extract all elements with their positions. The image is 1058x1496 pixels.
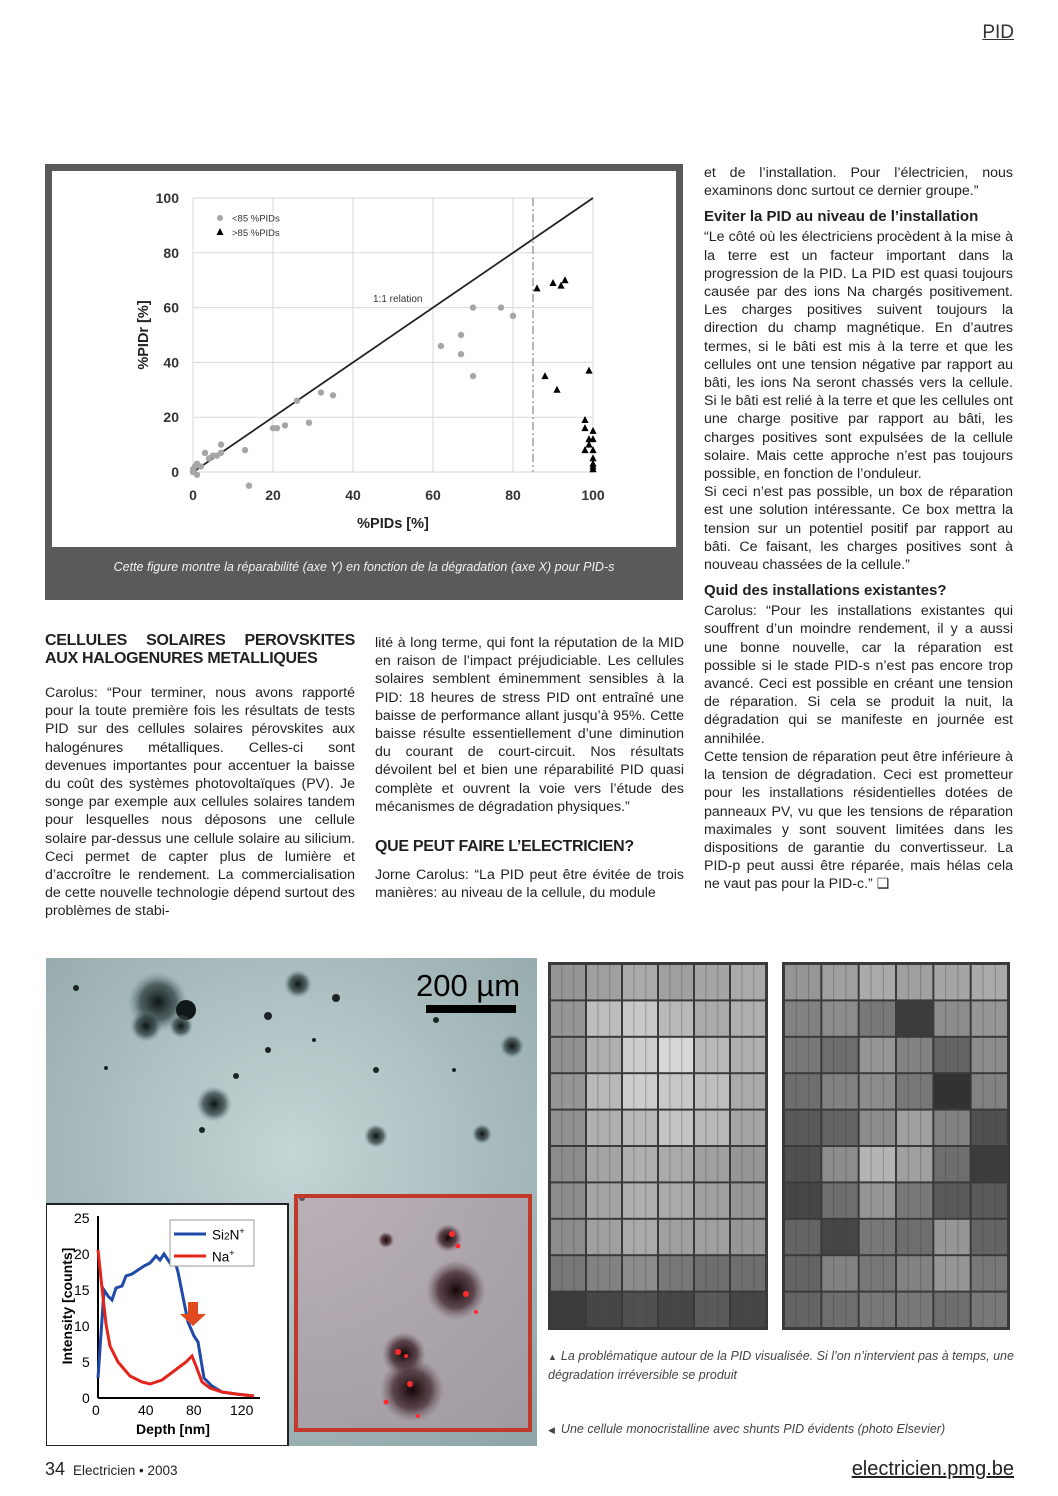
solar-cell bbox=[822, 1220, 857, 1254]
data-point-circle bbox=[458, 351, 464, 357]
data-point-circle bbox=[510, 313, 516, 319]
solar-cell bbox=[897, 1256, 932, 1290]
solar-cell bbox=[551, 1256, 585, 1290]
solar-cell bbox=[934, 1256, 969, 1290]
solar-cell bbox=[897, 1183, 932, 1217]
x-tick-label: 20 bbox=[265, 487, 281, 503]
y-axis-title: %PIDr [%] bbox=[136, 300, 152, 370]
solar-cell bbox=[860, 1220, 895, 1254]
solar-cell bbox=[972, 1293, 1007, 1327]
solar-cell bbox=[695, 1147, 729, 1181]
solar-cell bbox=[695, 1074, 729, 1108]
solar-cell bbox=[785, 1038, 820, 1072]
footer-page bbox=[45, 1459, 178, 1480]
solar-cell bbox=[972, 1220, 1007, 1254]
solar-cell bbox=[934, 1038, 969, 1072]
solar-cell bbox=[860, 1256, 895, 1290]
solar-cell bbox=[972, 1038, 1007, 1072]
solar-cell bbox=[972, 1111, 1007, 1145]
paragraph: “Le côté où les électriciens procèdent à la mise à la terre est un facteur important dans la progression de la PID. La PID est quasi toujours causée par des ions Na chargés positivement. Les charges positives suivent toujours la direction du champ magnétique. En d’autres termes, si le bâti est mis à la terre et que les cellules ont une tension négative par rapport au bâti, les ions Na seront chassés vers la cellule. Si le bâti est relié à la terre et que les cellules ont une charge positive par rapport au bâti, les charges positives sont expulsées de la cellule solaire. Mais cette approche n’est pas toujours possible, en fonction de l’onduleur. bbox=[704, 229, 1013, 483]
data-point-circle bbox=[194, 472, 200, 478]
solar-cell bbox=[972, 1001, 1007, 1035]
pv-module-images bbox=[544, 958, 1014, 1336]
data-point-triangle bbox=[581, 424, 588, 431]
solar-cell bbox=[659, 1001, 693, 1035]
solar-cell bbox=[587, 1256, 621, 1290]
data-point-circle bbox=[330, 392, 336, 398]
solar-cell bbox=[897, 1038, 932, 1072]
pv-module-el-image bbox=[544, 958, 1014, 1336]
solar-cell bbox=[659, 1074, 693, 1108]
data-point-circle bbox=[246, 483, 252, 489]
solar-cell bbox=[731, 965, 765, 999]
solar-cell bbox=[623, 1038, 657, 1072]
solar-cell bbox=[731, 1256, 765, 1290]
paragraph: lité à long terme, qui font la réputation de la MID en raison de l’impact préjudiciable. Les cellules solaires semblent éminemment sensibles à la PID: 18 heures de stress PID ont entraîné une baisse de performance allant jusqu’à 95%. Cette baisse résulte essentiellement d’une diminution du courant de court-circuit. Nos résultats dévoilent bel et bien une réparabilité PID quasi complète et ouvrent la voie vers l’étude des mécanismes de dégradation physiques.” bbox=[375, 635, 684, 815]
data-point-circle bbox=[470, 304, 476, 310]
legend-na: Na+ bbox=[212, 1248, 235, 1265]
caption-mono: ◀ Une cellule monocristalline avec shunts PID évidents (photo Elsevier) bbox=[548, 1422, 946, 1436]
solar-cell bbox=[785, 1074, 820, 1108]
data-point-triangle bbox=[561, 276, 568, 283]
solar-cell bbox=[731, 1220, 765, 1254]
solar-cell bbox=[785, 1220, 820, 1254]
solar-cell bbox=[822, 1074, 857, 1108]
solar-cell bbox=[659, 1147, 693, 1181]
data-point-circle bbox=[202, 450, 208, 456]
solar-cell bbox=[623, 1001, 657, 1035]
solar-cell bbox=[695, 1220, 729, 1254]
inset-ytick: 0 bbox=[82, 1390, 90, 1406]
one-to-one-line bbox=[193, 198, 593, 472]
y-tick-label: 20 bbox=[163, 409, 179, 426]
solar-cell bbox=[587, 1111, 621, 1145]
solar-cell bbox=[860, 1183, 895, 1217]
data-point-triangle bbox=[549, 279, 556, 286]
subheading-existing: Quid des installations existantes? bbox=[704, 582, 947, 600]
solar-cell bbox=[897, 1147, 932, 1181]
solar-cell bbox=[623, 1111, 657, 1145]
solar-cell bbox=[551, 1220, 585, 1254]
solar-cell bbox=[659, 1183, 693, 1217]
column-1 bbox=[45, 632, 355, 929]
solar-cell bbox=[623, 1256, 657, 1290]
solar-cell bbox=[695, 1038, 729, 1072]
solar-cell bbox=[659, 1256, 693, 1290]
highlight-region bbox=[296, 1196, 530, 1430]
data-point-triangle bbox=[533, 284, 540, 291]
solar-cell bbox=[972, 965, 1007, 999]
footer-url-link[interactable]: electricien.pmg.be bbox=[851, 1458, 1014, 1480]
solar-cell bbox=[822, 1293, 857, 1327]
solar-cell bbox=[587, 1183, 621, 1217]
solar-cell bbox=[822, 1001, 857, 1035]
solar-cell bbox=[860, 1293, 895, 1327]
solar-cell bbox=[934, 1183, 969, 1217]
paragraph: Carolus: “Pour les installations existantes qui souffrent d’un moindre rendement, il y a aussi une bonne nouvelle, car la réparation est possible si le stade PID-s n’est pas encore trop avancé. Ceci est possible en créant une tension de réparation. Si cela se produit la nuit, la dégradation qui se manifeste en journée est annihilée. bbox=[704, 603, 1013, 747]
solar-cell bbox=[822, 1038, 857, 1072]
annotation-1-1-relation: 1:1 relation bbox=[373, 294, 423, 306]
solar-cell bbox=[731, 1074, 765, 1108]
inset-xtick: 0 bbox=[92, 1402, 100, 1418]
solar-cell bbox=[659, 1220, 693, 1254]
caption-cells: ▲ La problématique autour de la PID visualisée. Si l’on n’intervient pas à temps, une dégradation irréversible se produit bbox=[548, 1349, 1014, 1382]
x-tick-label: 60 bbox=[425, 487, 441, 503]
solar-cell bbox=[587, 1074, 621, 1108]
solar-cell bbox=[785, 1293, 820, 1327]
figure-panel bbox=[45, 164, 683, 600]
data-point-circle bbox=[218, 450, 224, 456]
solar-cell bbox=[785, 1256, 820, 1290]
solar-cell bbox=[731, 1111, 765, 1145]
x-tick-label: 0 bbox=[189, 487, 197, 503]
solar-cell bbox=[731, 1001, 765, 1035]
data-point-triangle bbox=[589, 427, 596, 434]
solar-cell bbox=[860, 1074, 895, 1108]
solar-cell bbox=[587, 1038, 621, 1072]
column-3 bbox=[704, 164, 1013, 902]
solar-cell bbox=[785, 965, 820, 999]
data-point-triangle bbox=[585, 367, 592, 374]
inset-xtick: 80 bbox=[186, 1402, 202, 1418]
data-point-circle bbox=[198, 463, 204, 469]
solar-cell bbox=[972, 1074, 1007, 1108]
solar-cell bbox=[659, 1293, 693, 1327]
solar-cell bbox=[785, 1111, 820, 1145]
data-point-triangle bbox=[553, 386, 560, 393]
scatter-chart bbox=[52, 171, 676, 547]
data-point-circle bbox=[498, 304, 504, 310]
chart-area bbox=[52, 171, 676, 547]
solar-cell bbox=[860, 1038, 895, 1072]
x-tick-label: 100 bbox=[581, 487, 605, 503]
solar-cell bbox=[695, 965, 729, 999]
x-tick-label: 40 bbox=[345, 487, 361, 503]
inset-ytick: 5 bbox=[82, 1354, 90, 1370]
data-point-circle bbox=[282, 422, 288, 428]
heading-electricien: QUE PEUT FAIRE L’ELECTRICIEN? bbox=[375, 838, 634, 856]
solar-cell bbox=[731, 1183, 765, 1217]
solar-cell bbox=[551, 1183, 585, 1217]
solar-cell bbox=[934, 1293, 969, 1327]
publication-name: Electricien • 2003 bbox=[73, 1463, 178, 1478]
inset-xtick: 120 bbox=[230, 1402, 254, 1418]
solar-cell bbox=[587, 1147, 621, 1181]
inset-ytick: 10 bbox=[74, 1318, 90, 1334]
solar-cell bbox=[623, 1293, 657, 1327]
column-2 bbox=[375, 634, 684, 910]
paragraph: Jorne Carolus: “La PID peut être évitée de trois manières: au niveau de la cellule, du module bbox=[375, 867, 684, 902]
solar-cell bbox=[934, 1220, 969, 1254]
legend-triangle-marker bbox=[217, 228, 224, 235]
solar-cell bbox=[972, 1147, 1007, 1181]
solar-cell bbox=[659, 1038, 693, 1072]
solar-cell bbox=[551, 1001, 585, 1035]
solar-cell bbox=[972, 1183, 1007, 1217]
y-tick-label: 60 bbox=[163, 299, 179, 316]
solar-cell bbox=[587, 965, 621, 999]
solar-cell bbox=[972, 1256, 1007, 1290]
figure-caption: Cette figure montre la réparabilité (axe Y) en fonction de la dégradation (axe X) pour PID-s bbox=[113, 560, 615, 574]
solar-cell bbox=[785, 1147, 820, 1181]
microscope-image bbox=[46, 958, 537, 1446]
solar-cell bbox=[860, 1001, 895, 1035]
solar-cell bbox=[897, 965, 932, 999]
solar-cell bbox=[860, 965, 895, 999]
solar-cell bbox=[623, 1220, 657, 1254]
solar-cell bbox=[785, 1183, 820, 1217]
solar-cell bbox=[659, 1111, 693, 1145]
page-number: 34 bbox=[45, 1459, 66, 1479]
data-point-circle bbox=[274, 425, 280, 431]
solar-cell bbox=[934, 965, 969, 999]
solar-cell bbox=[551, 1293, 585, 1327]
solar-cell bbox=[822, 1183, 857, 1217]
legend-circle-marker bbox=[217, 215, 223, 221]
inset-ytick: 20 bbox=[74, 1246, 90, 1262]
heading-perovskite: CELLULES SOLAIRES PEROVSKITES AUX HALOGENURES METALLIQUES bbox=[45, 632, 355, 667]
data-point-circle bbox=[438, 343, 444, 349]
solar-cell bbox=[623, 1147, 657, 1181]
paragraph: Carolus: “Pour terminer, nous avons rapporté pour la toute première fois les résultats de tests PID sur des cellules solaires pérovskites aux halogénures métalliques. Celles-ci sont devenues importantes pour accentuer la baisse du coût des systèmes photovoltaïques (PV). Je songe par exemple aux cellules solaires tandem pour lesquelles nous déposons une cellule solaire par-dessus une cellule solaire au silicium. Ceci permet de capter plus de lumière et d’accroître le rendement. La commercialisation de cette nouvelle technologie dépend surtout des problèmes de stabi- bbox=[45, 685, 355, 920]
end-mark-icon: ❑ bbox=[876, 876, 890, 893]
legend-label: >85 %PIDs bbox=[232, 228, 280, 239]
solar-cell bbox=[623, 965, 657, 999]
solar-cell bbox=[897, 1001, 932, 1035]
solar-cell bbox=[785, 1001, 820, 1035]
data-point-triangle bbox=[541, 372, 548, 379]
solar-cell bbox=[587, 1293, 621, 1327]
solar-cell bbox=[822, 1111, 857, 1145]
solar-cell bbox=[897, 1074, 932, 1108]
solar-cell bbox=[551, 1074, 585, 1108]
data-point-circle bbox=[218, 441, 224, 447]
solar-cell bbox=[695, 1183, 729, 1217]
triangle-left-icon: ◀ bbox=[548, 1425, 555, 1435]
solar-cell bbox=[695, 1256, 729, 1290]
y-tick-label: 0 bbox=[171, 464, 179, 480]
solar-cell bbox=[551, 1147, 585, 1181]
y-tick-label: 100 bbox=[155, 190, 179, 206]
solar-cell bbox=[587, 1220, 621, 1254]
solar-cell bbox=[695, 1293, 729, 1327]
microscope-photo bbox=[46, 958, 537, 1446]
inset-ytick: 25 bbox=[74, 1210, 90, 1226]
subheading-installation: Eviter la PID au niveau de l’installation bbox=[704, 208, 979, 226]
solar-cell bbox=[934, 1001, 969, 1035]
solar-cell bbox=[695, 1111, 729, 1145]
solar-cell bbox=[897, 1220, 932, 1254]
solar-cell bbox=[934, 1111, 969, 1145]
data-point-circle bbox=[458, 332, 464, 338]
solar-cell bbox=[659, 965, 693, 999]
solar-cell bbox=[587, 1001, 621, 1035]
x-tick-label: 80 bbox=[505, 487, 521, 503]
solar-cell bbox=[623, 1183, 657, 1217]
inset-xlabel: Depth [nm] bbox=[136, 1421, 210, 1437]
solar-cell bbox=[897, 1111, 932, 1145]
y-tick-label: 40 bbox=[163, 354, 179, 371]
solar-cell bbox=[934, 1147, 969, 1181]
data-point-circle bbox=[242, 447, 248, 453]
legend-si: Si2N+ bbox=[212, 1226, 245, 1243]
inset-ylabel: Intensity [counts] bbox=[59, 1247, 75, 1365]
solar-cell bbox=[731, 1038, 765, 1072]
y-tick-label: 80 bbox=[163, 244, 179, 261]
solar-cell bbox=[822, 1147, 857, 1181]
paragraph: Si ceci n’est pas possible, un box de réparation est une solution intéressante. Ce box mettra la tension sur un potentiel positif par rapport au bâti. Ce faisant, les charges positives sont à nouveau chassées de la cellule.” bbox=[704, 484, 1013, 574]
data-point-circle bbox=[470, 373, 476, 379]
solar-cell bbox=[695, 1001, 729, 1035]
solar-cell bbox=[731, 1293, 765, 1327]
solar-cell bbox=[731, 1147, 765, 1181]
solar-cell bbox=[897, 1293, 932, 1327]
data-point-circle bbox=[306, 419, 312, 425]
data-point-circle bbox=[318, 389, 324, 395]
x-axis-title: %PIDs [%] bbox=[357, 516, 429, 532]
paragraph: et de l’installation. Pour l’électricien, nous examinons donc surtout ce dernier groupe.” bbox=[704, 165, 1013, 200]
scale-bar bbox=[426, 1005, 516, 1013]
solar-cell bbox=[934, 1074, 969, 1108]
scale-label: 200 µm bbox=[416, 968, 521, 1003]
solar-cell bbox=[551, 965, 585, 999]
solar-cell bbox=[551, 1038, 585, 1072]
solar-cell bbox=[822, 965, 857, 999]
solar-cell bbox=[551, 1111, 585, 1145]
legend-label: <85 %PIDs bbox=[232, 213, 280, 225]
solar-cell bbox=[860, 1147, 895, 1181]
solar-cell bbox=[623, 1074, 657, 1108]
data-point-circle bbox=[294, 398, 300, 404]
section-tag: PID bbox=[982, 22, 1014, 43]
paragraph: Cette tension de réparation peut être inférieure à la tension de dégradation. Ceci est prometteur pour les installations résidentielles dotées de panneaux PV, vu que les tensions de réparation maximales y sont souvent limitées dans les dispositions de garantie du convertisseur. La PID-p peut aussi être réparée, mais hélas cela ne vaut pas pour la PID-c.” ❑ bbox=[704, 748, 1013, 893]
inset-xtick: 40 bbox=[138, 1402, 154, 1418]
triangle-up-icon: ▲ bbox=[548, 1352, 557, 1362]
solar-cell bbox=[860, 1111, 895, 1145]
solar-cell bbox=[822, 1256, 857, 1290]
inset-ytick: 15 bbox=[74, 1282, 90, 1298]
